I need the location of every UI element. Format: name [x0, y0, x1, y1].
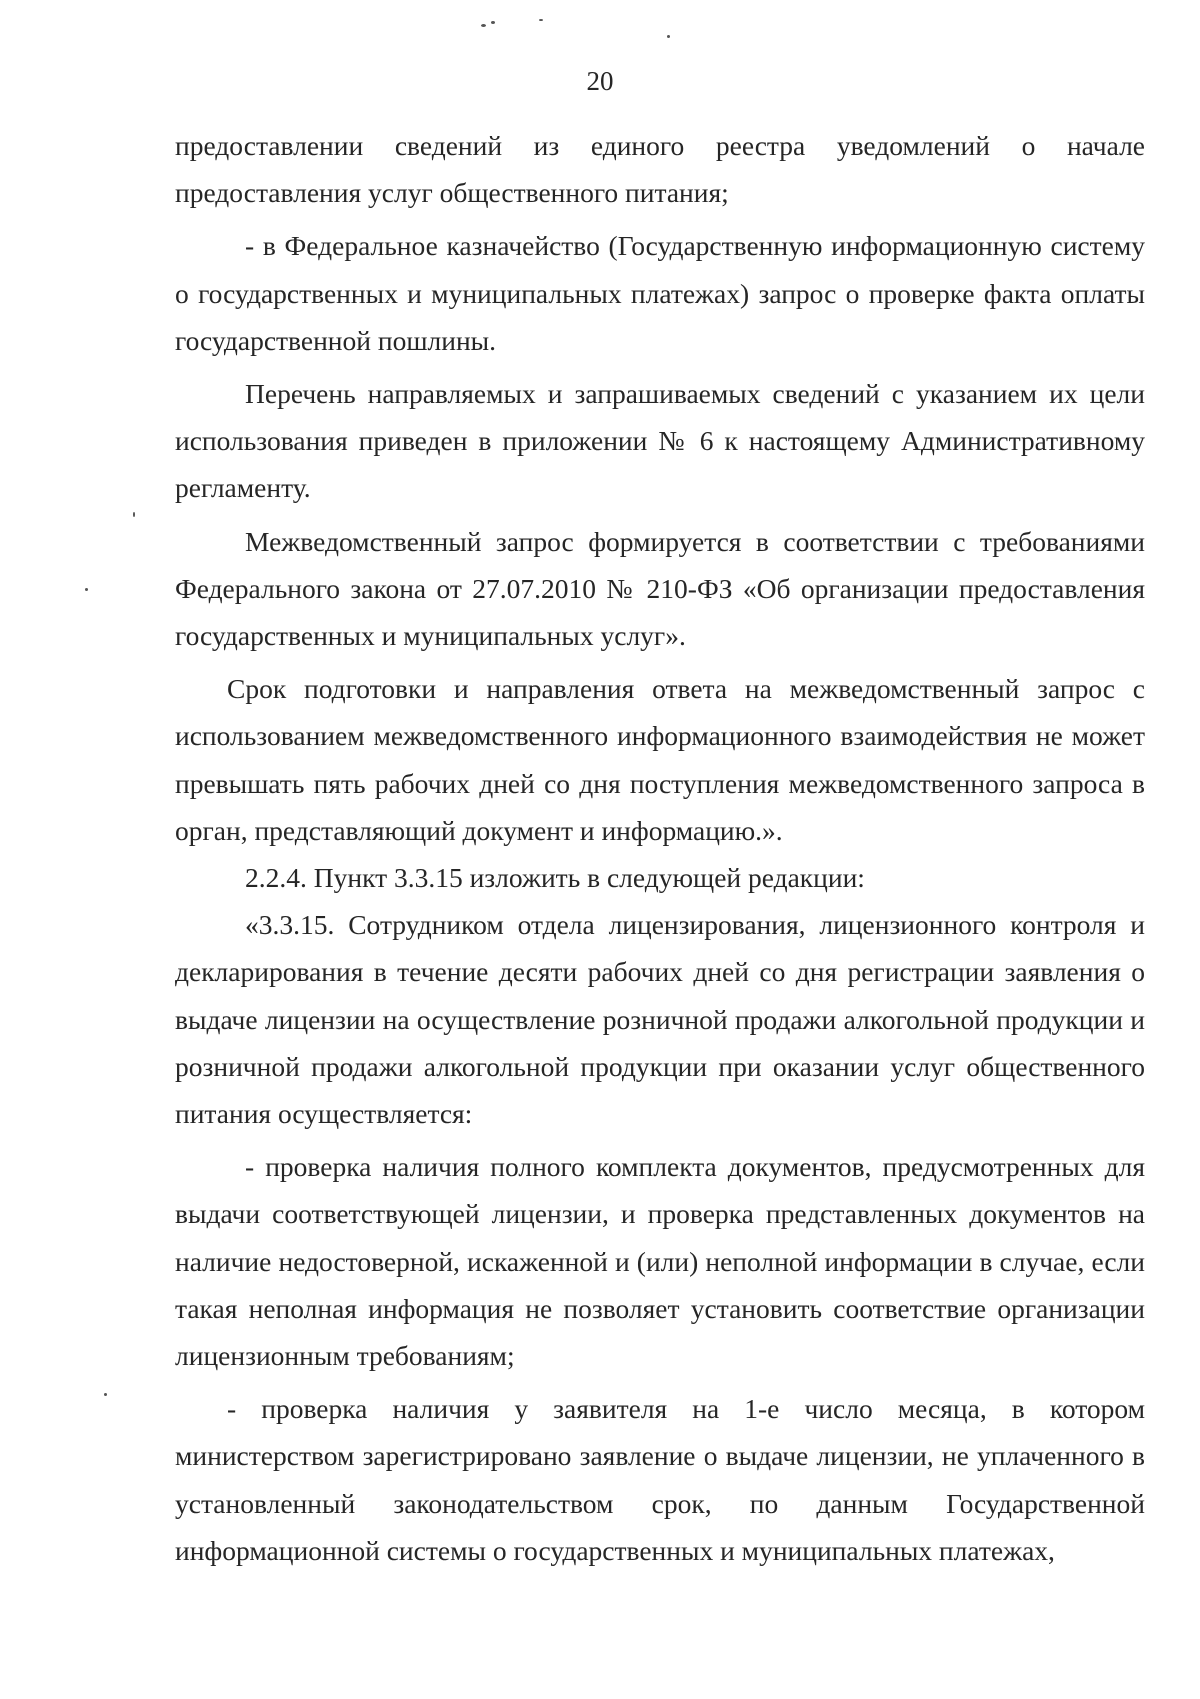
scan-speck	[481, 24, 486, 27]
paragraph: Перечень направляемых и запрашиваемых сведений с указанием их цели использования приведен в приложении № 6 к настоящему Административному регламенту.	[175, 378, 1145, 504]
paragraph: - в Федеральное казначейство (Государственную информационную систему о государственных и муниципальных платежах) запрос о проверке факта оплаты государственной пошлины.	[175, 230, 1145, 356]
paragraph: предоставлении сведений из единого реестра уведомлений о начале предоставления услуг общественного питания;	[175, 130, 1145, 209]
page-number: 20	[586, 66, 614, 96]
paragraph: - проверка наличия у заявителя на 1-е число месяца, в котором министерством зарегистрировано заявление о выдаче лицензии, не уплаченного в установленный законодательством срок, по данным Государственной информационной системы о государственных и муниципальных платежах,	[175, 1393, 1145, 1566]
paragraph: 2.2.4. Пункт 3.3.15 изложить в следующей редакции:	[245, 862, 865, 894]
scan-speck	[104, 1393, 107, 1396]
scan-speck	[133, 512, 135, 517]
document-body	[175, 122, 1145, 1574]
paragraph: «3.3.15. Сотрудником отдела лицензирования, лицензионного контроля и декларирования в течение десяти рабочих дней со дня регистрации заявления о выдаче лицензии на осуществление розничной продажи алкогольной продукции и розничной продажи алкогольной продукции при оказании услуг общественного питания осуществляется:	[175, 909, 1145, 1130]
scan-speck	[491, 21, 495, 24]
scan-speck	[539, 19, 543, 21]
paragraph: - проверка наличия полного комплекта документов, предусмотренных для выдачи соответствующей лицензии, и проверка представленных документов на наличие недостоверной, искаженной и (или) неполной информации в случае, если такая неполная информация не позволяет установить соответствие организации лицензионным требованиям;	[175, 1151, 1145, 1372]
scan-speck	[85, 588, 88, 591]
scan-speck	[667, 35, 670, 38]
paragraph: Межведомственный запрос формируется в соответствии с требованиями Федерального закона от 27.07.2010 № 210-ФЗ «Об организации предоставления государственных и муниципальных услуг».	[175, 525, 1145, 652]
paragraph: Срок подготовки и направления ответа на межведомственный запрос с использованием межведомственного информационного взаимодействия не может превышать пять рабочих дней со дня поступления межведомственного запроса в орган, представляющий документ и информацию.».	[175, 673, 1145, 846]
